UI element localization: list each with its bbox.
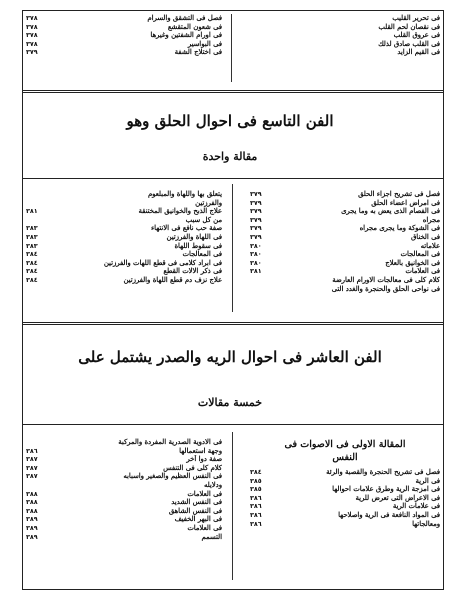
entry-title: وجهة استعمالها: [179, 446, 222, 455]
index-entry: [250, 216, 440, 225]
entry-title: فى العلامات: [187, 489, 222, 498]
entry-title: فى العلامات: [187, 523, 222, 532]
index-entry: [250, 31, 440, 40]
entry-title: فى الخوانيق بالعلاج: [385, 258, 440, 267]
section-subheading-9: مقالة واحدة: [202, 150, 258, 163]
entry-page-number: ٣٧٨: [26, 39, 38, 48]
entry-title: علاماته: [420, 241, 440, 250]
entry-title: فصل فى تشريح الحنجرة والقصبة والرئة: [326, 468, 440, 476]
entry-page-number: ٣٨٨: [26, 506, 38, 515]
entry-page-number: ٣٨٦: [250, 493, 262, 502]
index-entry: [250, 502, 440, 511]
entry-page-number: ٣٨٨: [26, 489, 38, 498]
index-entry: [26, 259, 222, 268]
index-entry: [250, 285, 440, 294]
entry-page-number: ٣٧٩: [250, 190, 262, 198]
index-entry: [26, 40, 222, 49]
entry-title: فى ذكر الالات القطع: [163, 267, 222, 276]
chapter-heading-continued: النفس: [332, 452, 358, 463]
entry-title: فى المعالجات: [400, 250, 440, 259]
entry-page-number: ٣٧٩: [250, 215, 262, 224]
entry-page-number: ٣٧٩: [250, 232, 262, 241]
entry-title: فى القلب صادق لذلك: [378, 39, 440, 48]
entry-page-number: ٣٨٠: [250, 258, 262, 267]
entry-title: فى النفس الشاهق: [168, 506, 222, 515]
index-column-right: [250, 14, 440, 57]
index-section-middle: [26, 190, 440, 310]
entry-title: فى تحرير القليب: [392, 14, 440, 22]
entry-title: فى شعون المتقشع: [167, 22, 222, 31]
entry-page-number: ٣٨٠: [250, 250, 262, 259]
index-entry: [250, 250, 440, 259]
entry-title: فى اورام الشفتين وغيرها: [150, 31, 222, 40]
entry-page-number: ٣٨٣: [26, 241, 38, 250]
entry-title: فى الفصام الذى يعض به وما يجرى: [341, 207, 440, 216]
entry-page-number: ٣٧٨: [26, 22, 38, 31]
index-entry: [26, 447, 222, 456]
entry-page-number: ٣٨١: [250, 267, 262, 276]
entry-title: فى الرية: [415, 476, 440, 485]
entry-title: فى ابراد كلامى فى قطع اللهات والفرزتين: [103, 258, 222, 267]
entry-page-number: ٣٧٩: [250, 207, 262, 216]
index-entry: [26, 481, 222, 490]
index-column-right: [250, 190, 440, 293]
entry-title: فى النفس العظيم والصغير واسبابه: [123, 472, 222, 481]
entry-page-number: ٣٨٠: [250, 241, 262, 250]
entry-title: فى اللهاة والفرزتين: [166, 232, 222, 241]
divider-rule: [22, 178, 444, 179]
entry-title: فى نواحى الحلق والحنجرة والغدد التى: [331, 284, 440, 293]
index-entry: [250, 207, 440, 216]
entry-title: ودلايله: [204, 480, 222, 489]
index-entry: [26, 48, 222, 57]
index-entry: [26, 515, 222, 524]
index-column-left: [26, 438, 222, 541]
index-entry: [26, 23, 222, 32]
entry-title: كلام كلى فى معالجات الاورام العارضة: [332, 275, 440, 284]
index-section-top: [26, 14, 440, 84]
entry-page-number: ٣٨٧: [26, 472, 38, 481]
entry-page-number: ٣٧٩: [26, 48, 38, 57]
entry-page-number: ٣٨٧: [26, 463, 38, 472]
entry-page-number: ٣٨٣: [26, 232, 38, 241]
section-heading-9: الفن التاسع فى احوال الحلق وهو: [126, 112, 334, 130]
entry-page-number: ٣٨٥: [250, 485, 262, 494]
section-heading-10: الفن العاشر فى احوال الريه والصدر يشتمل على: [78, 348, 382, 366]
entry-title: فى المعالجات: [182, 250, 222, 259]
index-entry: [26, 498, 222, 507]
entry-title: صفة دوا آخر: [186, 455, 222, 464]
entry-title: فصل فى التشقق والسرام: [147, 14, 222, 22]
section-subheading-10: خمسة مقالات: [197, 396, 263, 409]
index-section-bottom: [26, 438, 440, 588]
index-entry: [250, 468, 440, 477]
index-entry: [250, 23, 440, 32]
index-entry: [26, 507, 222, 516]
index-entry: [250, 520, 440, 529]
index-entry: [26, 242, 222, 251]
entry-title: فى العلامات: [405, 267, 440, 276]
index-entry: [26, 438, 222, 447]
entry-title: صفة حب نافع فى الانتهاء: [150, 224, 222, 233]
index-entry: [250, 199, 440, 208]
divider-rule: [22, 424, 444, 425]
entry-title: فى الخناق: [410, 232, 440, 241]
entry-title: فى امزجة الرية وطرق علامات احوالها: [332, 485, 440, 494]
entry-page-number: ٣٨١: [26, 207, 38, 216]
entry-page-number: ٣٨٣: [26, 224, 38, 233]
index-entry: [26, 455, 222, 464]
entry-page-number: ٣٨٦: [250, 502, 262, 511]
index-entry: [26, 224, 222, 233]
entry-title: كلام كلى فى التنفس: [163, 463, 222, 472]
entry-title: فى سقوط اللهاة: [174, 241, 222, 250]
entry-title: والفرزتين: [195, 198, 222, 207]
entry-page-number: ٣٨٨: [26, 498, 38, 507]
entry-title: فى علامات الرية: [392, 502, 440, 511]
index-entry: [250, 233, 440, 242]
entry-title: فى الادوية الصدرية المفردة والمركبة: [118, 438, 222, 446]
divider-rule: [22, 90, 444, 93]
index-entry: [26, 267, 222, 276]
entry-page-number: ٣٨٤: [26, 275, 38, 284]
index-entry: [250, 259, 440, 268]
entry-page-number: ٣٨٩: [26, 523, 38, 532]
entry-title: فى البهر الخفيف: [174, 515, 222, 524]
index-entries: [250, 468, 440, 528]
index-entry: [250, 511, 440, 520]
index-entry: [250, 190, 440, 199]
entry-page-number: ٣٧٨: [26, 31, 38, 40]
entry-page-number: ٣٧٨: [26, 14, 38, 22]
index-entry: [26, 190, 222, 199]
entry-page-number: ٣٨٩: [26, 515, 38, 524]
index-entry: [26, 207, 222, 216]
index-entry: [26, 533, 222, 542]
entry-title: التسمم: [201, 532, 222, 541]
entry-title: فى عروق القلب: [393, 31, 440, 40]
entry-page-number: ٣٨٦: [250, 519, 262, 528]
index-entry: [250, 14, 440, 23]
entry-title: علاج الذبح والخوانيق المختنقة: [138, 207, 222, 216]
entry-page-number: ٣٨٤: [26, 250, 38, 259]
entry-title: علاج نزف دم قطع اللهاة والفرزتين: [123, 275, 222, 284]
index-column-left: [26, 14, 222, 57]
entry-title: فى المواد النافعة فى الرية واصلاحها: [338, 510, 440, 519]
divider-rule: [22, 322, 444, 325]
index-entry: [250, 40, 440, 49]
entry-page-number: ٣٨٤: [26, 258, 38, 267]
entry-page-number: ٣٨٤: [26, 267, 38, 276]
index-entry: [250, 494, 440, 503]
entry-page-number: ٣٨٧: [26, 455, 38, 464]
index-column-right: [250, 438, 440, 528]
index-entry: [26, 472, 222, 481]
entry-title: فى القيم الزايد: [397, 48, 440, 57]
index-entry: [250, 224, 440, 233]
entry-title: فى البواسير: [187, 39, 222, 48]
entry-title: فى النفس الشديد: [171, 498, 222, 507]
entry-title: فى امراض اعضاء الحلق: [371, 198, 440, 207]
entry-page-number: ٣٨٥: [250, 476, 262, 485]
index-entry: [26, 199, 222, 208]
entry-title: فى اختلاج الشفة: [174, 48, 222, 57]
index-entry: [250, 276, 440, 285]
index-entry: [250, 48, 440, 57]
index-entry: [26, 464, 222, 473]
index-entry: [26, 276, 222, 285]
index-entry: [26, 250, 222, 259]
entry-title: ومعالجاتها: [412, 519, 440, 528]
entry-title: مجراه: [422, 215, 440, 224]
index-entry: [26, 31, 222, 40]
index-entry: [250, 477, 440, 486]
entry-title: فى نقصان لحم القلب: [378, 22, 440, 31]
index-entry: [26, 233, 222, 242]
entry-page-number: ٣٧٩: [250, 198, 262, 207]
index-entry: [26, 216, 222, 225]
index-entry: [250, 242, 440, 251]
entry-page-number: ٣٨٦: [250, 510, 262, 519]
index-entry: [250, 267, 440, 276]
index-entry: [26, 490, 222, 499]
entry-title: من كل سبب: [185, 215, 222, 224]
entry-page-number: ٣٨٦: [26, 446, 38, 455]
index-entry: [26, 14, 222, 23]
entry-title: فى الاعراض التى تعرض للرية: [355, 493, 440, 502]
entry-page-number: ٣٨٤: [250, 468, 262, 476]
entry-title: فصل فى تشريح اجزاء الحلق: [358, 190, 440, 198]
index-column-left: [26, 190, 222, 285]
chapter-heading: المقالة الاولى فى الاصوات فى: [284, 439, 406, 450]
index-entry: [26, 524, 222, 533]
entry-page-number: ٣٨٩: [26, 532, 38, 541]
entry-title: فى الشوكة وما يجرى مجراه: [359, 224, 440, 233]
entry-title: يتعلق بها واللهاة والمبلعوم: [147, 190, 222, 198]
index-entry: [250, 485, 440, 494]
entry-page-number: ٣٧٩: [250, 224, 262, 233]
